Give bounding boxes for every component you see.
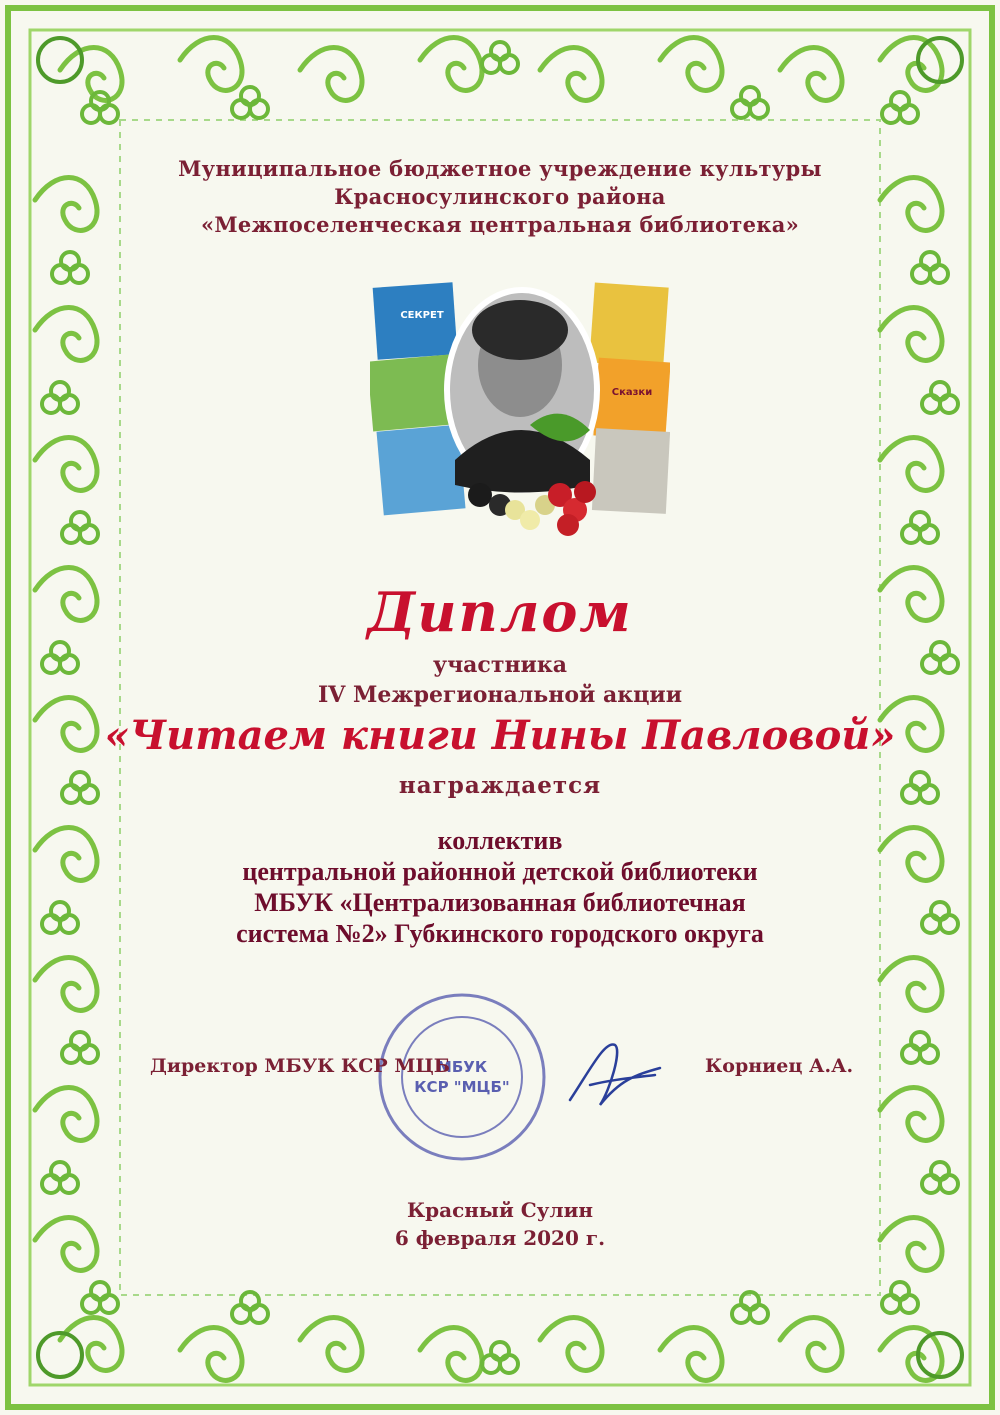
diploma-subtitle [0, 650, 1000, 710]
footer [0, 1196, 1000, 1252]
official-stamp [375, 990, 550, 1165]
director-label: Директор МБУК КСР МЦБ [150, 1055, 450, 1077]
stamp-line-2: КСР "МЦБ" [414, 1078, 510, 1096]
recipient-line-4: система №2» Губкинского городского округа [236, 919, 764, 948]
book-cover [589, 283, 668, 368]
book-cover [593, 358, 670, 441]
diploma-title: Диплом [367, 580, 633, 644]
book-cover [592, 428, 670, 514]
book-cover [376, 425, 465, 516]
book-cover [370, 355, 455, 432]
participant-label: участника [432, 652, 568, 678]
footer-date: 6 февраля 2020 г. [394, 1226, 606, 1250]
recipient-line-3: МБУК «Централизованная библиотечная [254, 888, 746, 917]
director-name: Корниец А.А. [705, 1055, 854, 1077]
organization-line-1: Муниципальное бюджетное учреждение культуры [178, 156, 822, 181]
organization-line-2: Красносулинского района [334, 184, 666, 209]
portrait-collage [370, 280, 670, 550]
recipient-line-2: центральной районной детской библиотеки [242, 857, 758, 886]
organization-header [0, 155, 1000, 239]
recipient-block [0, 825, 1000, 949]
recipient-line-1: коллектив [437, 826, 563, 855]
footer-city: Красный Сулин [406, 1198, 594, 1222]
book-cover-label: Сказки [611, 387, 653, 398]
stamp-line-1: МБУК [436, 1058, 488, 1076]
action-name: «Читаем книги Нины Павловой» [104, 712, 896, 759]
organization-line-3: «Межпоселенческая центральная библиотека» [200, 212, 800, 237]
handwritten-signature [560, 1030, 670, 1120]
event-label: IV Межрегиональной акции [317, 682, 683, 708]
portrait-collage-image [370, 280, 670, 550]
awarded-label: награждается [398, 772, 602, 799]
book-cover-label: СЕКРЕТ [400, 310, 444, 321]
